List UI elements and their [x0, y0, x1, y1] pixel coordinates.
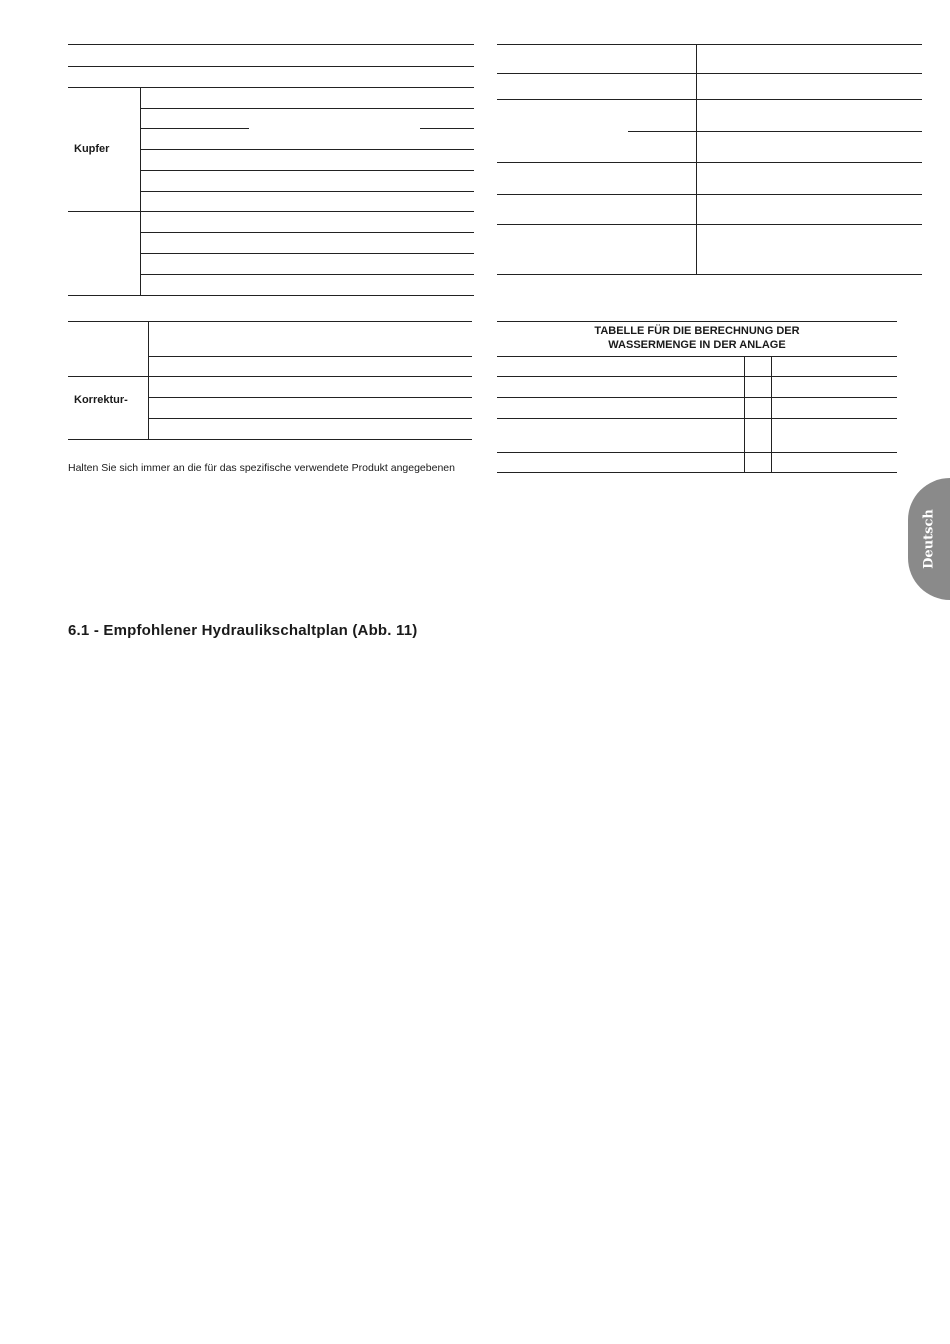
table-rule [497, 99, 922, 100]
table-rule [141, 149, 474, 150]
table-rule [420, 128, 474, 129]
table-rule [149, 418, 472, 419]
table-rule [68, 211, 474, 212]
table-rule [141, 191, 474, 192]
table-divider [148, 321, 149, 439]
table-rule [628, 131, 922, 132]
table-rule [68, 439, 472, 440]
water-table-title-line2: WASSERMENGE IN DER ANLAGE [608, 339, 786, 351]
table-rule [497, 321, 897, 322]
table-rule [497, 397, 897, 398]
language-tab[interactable] [908, 478, 950, 600]
table-divider [744, 356, 745, 472]
table-rule [68, 44, 474, 45]
table-rule [141, 274, 474, 275]
table-rule [149, 397, 472, 398]
table-rule [68, 321, 472, 322]
table-rule [497, 356, 897, 357]
table-rule [497, 472, 897, 473]
table-rule [497, 162, 922, 163]
water-table-title-line1: TABELLE FÜR DIE BERECHNUNG DER [594, 325, 800, 337]
table-rule [497, 224, 922, 225]
table-rule [141, 108, 474, 109]
table-rule [141, 128, 249, 129]
table-divider [771, 356, 772, 472]
table-divider [696, 44, 697, 274]
table-divider [140, 87, 141, 295]
section-heading: 6.1 - Empfohlener Hydraulikschaltplan (Abb. 11) [68, 622, 418, 639]
table-rule [68, 295, 474, 296]
table-rule [68, 66, 474, 67]
water-table-title [497, 324, 897, 352]
table-rule [149, 356, 472, 357]
table-rule [497, 452, 897, 453]
table-rule [68, 87, 474, 88]
table-rule [141, 232, 474, 233]
table-rule [497, 194, 922, 195]
table-rule [497, 376, 897, 377]
table-rule [497, 44, 922, 45]
table-rule [497, 73, 922, 74]
language-tab-label: Deutsch [921, 509, 937, 569]
table-rule [497, 274, 922, 275]
table-rule [68, 376, 472, 377]
table-rule [497, 418, 897, 419]
table-rule [141, 253, 474, 254]
group-label-kupfer: Kupfer [74, 143, 110, 155]
group-label-korrektur: Korrektur- [74, 394, 128, 406]
table-rule [141, 170, 474, 171]
note-text: Halten Sie sich immer an die für das spezifische verwendete Produkt angegebenen [68, 462, 455, 474]
